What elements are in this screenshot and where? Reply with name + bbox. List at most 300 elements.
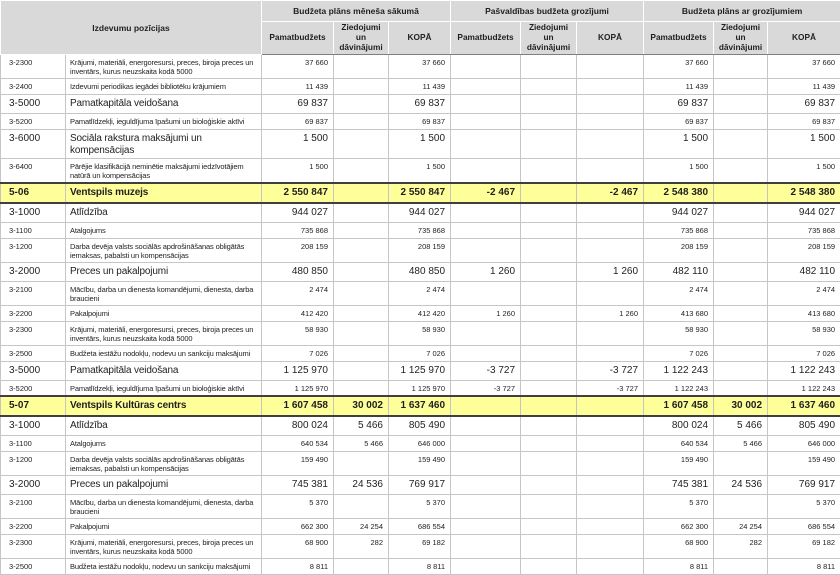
cell-value: 208 159	[389, 238, 451, 262]
cell-value	[577, 130, 644, 159]
cell-value	[334, 262, 389, 281]
cell-value	[521, 380, 577, 396]
cell-value: 1 607 458	[644, 396, 714, 416]
cell-value	[334, 238, 389, 262]
cell-value: 944 027	[389, 203, 451, 222]
cell-value	[334, 558, 389, 574]
table-row	[1, 305, 840, 321]
cell-value: 413 680	[768, 305, 840, 321]
cell-value	[521, 518, 577, 534]
cell-value	[714, 183, 768, 203]
cell-value	[334, 380, 389, 396]
cell-value	[577, 396, 644, 416]
budget-table-header	[1, 1, 840, 55]
column-header-positions: Izdevumu pozīcijas	[1, 1, 262, 55]
cell-value	[577, 222, 644, 238]
cell-value: 1 122 243	[644, 361, 714, 380]
table-row	[1, 222, 840, 238]
cell-value: 5 466	[714, 416, 768, 435]
cell-value	[521, 345, 577, 361]
cell-value: -3 727	[577, 380, 644, 396]
row-code: 5-07	[1, 396, 66, 416]
column-header-ziedojumi-2: Ziedojumi un dāvinājumi	[521, 22, 577, 55]
row-code: 3-5200	[1, 380, 66, 396]
row-code: 3-5000	[1, 361, 66, 380]
cell-value: 413 680	[644, 305, 714, 321]
cell-value	[714, 305, 768, 321]
cell-value: 5 370	[644, 494, 714, 518]
cell-value: 1 500	[262, 130, 334, 159]
cell-value: 37 660	[644, 55, 714, 79]
cell-value: 69 182	[389, 534, 451, 558]
cell-value: 2 550 847	[262, 183, 334, 203]
row-code: 3-2100	[1, 494, 66, 518]
cell-value: 1 500	[644, 159, 714, 184]
cell-value	[451, 130, 521, 159]
cell-value: 1 637 460	[768, 396, 840, 416]
cell-value: 800 024	[644, 416, 714, 435]
cell-value: 1 500	[389, 130, 451, 159]
column-header-pamatbudzets-3: Pamatbudžets	[644, 22, 714, 55]
table-row	[1, 361, 840, 380]
cell-value: 69 182	[768, 534, 840, 558]
row-description: Atalgojums	[66, 222, 262, 238]
cell-value	[521, 281, 577, 305]
cell-value: 745 381	[262, 475, 334, 494]
cell-value	[714, 281, 768, 305]
cell-value	[714, 494, 768, 518]
cell-value	[451, 451, 521, 475]
cell-value	[334, 95, 389, 114]
table-row	[1, 451, 840, 475]
cell-value: 480 850	[262, 262, 334, 281]
cell-value: 69 837	[262, 95, 334, 114]
cell-value	[451, 222, 521, 238]
cell-value	[334, 55, 389, 79]
cell-value: 1 122 243	[768, 380, 840, 396]
cell-value	[334, 159, 389, 184]
cell-value: 646 000	[389, 435, 451, 451]
cell-value: 159 490	[389, 451, 451, 475]
group-header-plan-start: Budžeta plāns mēneša sākumā	[262, 1, 451, 22]
cell-value	[521, 534, 577, 558]
cell-value	[451, 518, 521, 534]
row-description: Ventspils Kultūras centrs	[66, 396, 262, 416]
cell-value	[714, 380, 768, 396]
cell-value	[714, 262, 768, 281]
cell-value: 68 900	[262, 534, 334, 558]
row-description: Atlīdzība	[66, 416, 262, 435]
cell-value	[714, 321, 768, 345]
row-description: Sociāla rakstura maksājumi un kompensācijas	[66, 130, 262, 159]
table-row	[1, 518, 840, 534]
cell-value	[577, 114, 644, 130]
cell-value	[714, 361, 768, 380]
table-row	[1, 534, 840, 558]
cell-value	[334, 281, 389, 305]
cell-value: 1 607 458	[262, 396, 334, 416]
cell-value: 69 837	[389, 95, 451, 114]
cell-value	[521, 305, 577, 321]
column-header-kopa-3: KOPĀ	[768, 22, 840, 55]
cell-value	[451, 114, 521, 130]
cell-value: 735 868	[389, 222, 451, 238]
cell-value: 37 660	[389, 55, 451, 79]
cell-value: 1 260	[451, 305, 521, 321]
cell-value	[521, 494, 577, 518]
cell-value: 646 000	[768, 435, 840, 451]
cell-value	[521, 396, 577, 416]
row-description: Mācību, darba un dienesta komandējumi, dienesta, darba braucieni	[66, 281, 262, 305]
row-description: Atalgojums	[66, 435, 262, 451]
cell-value: 2 474	[768, 281, 840, 305]
cell-value	[521, 435, 577, 451]
cell-value	[577, 95, 644, 114]
cell-value: 2 474	[389, 281, 451, 305]
cell-value: 159 490	[644, 451, 714, 475]
cell-value: 282	[334, 534, 389, 558]
cell-value	[334, 79, 389, 95]
group-header-plan-amended: Budžeta plāns ar grozījumiem	[644, 1, 840, 22]
cell-value	[451, 475, 521, 494]
cell-value: 640 534	[262, 435, 334, 451]
cell-value: 11 439	[389, 79, 451, 95]
cell-value: 1 122 243	[768, 361, 840, 380]
cell-value: 735 868	[262, 222, 334, 238]
cell-value: 208 159	[262, 238, 334, 262]
column-header-pamatbudzets-1: Pamatbudžets	[262, 22, 334, 55]
cell-value	[451, 534, 521, 558]
column-header-kopa-1: KOPĀ	[389, 22, 451, 55]
cell-value: 2 550 847	[389, 183, 451, 203]
cell-value	[451, 345, 521, 361]
cell-value: 480 850	[389, 262, 451, 281]
cell-value	[577, 55, 644, 79]
row-code: 5-06	[1, 183, 66, 203]
cell-value: 805 490	[389, 416, 451, 435]
row-code: 3-1100	[1, 435, 66, 451]
cell-value	[577, 203, 644, 222]
group-header-row	[1, 1, 840, 22]
cell-value: 1 125 970	[262, 361, 334, 380]
cell-value	[577, 159, 644, 184]
section-row	[1, 396, 840, 416]
row-code: 3-6400	[1, 159, 66, 184]
row-code: 3-5000	[1, 95, 66, 114]
cell-value: 69 837	[768, 114, 840, 130]
row-code: 3-2000	[1, 262, 66, 281]
row-code: 3-2300	[1, 321, 66, 345]
cell-value: 69 837	[389, 114, 451, 130]
cell-value: 1 500	[262, 159, 334, 184]
cell-value: 8 811	[768, 558, 840, 574]
cell-value: 944 027	[644, 203, 714, 222]
cell-value	[714, 451, 768, 475]
cell-value	[451, 55, 521, 79]
cell-value: 2 548 380	[768, 183, 840, 203]
cell-value	[334, 321, 389, 345]
table-row	[1, 130, 840, 159]
cell-value	[521, 203, 577, 222]
cell-value: 1 260	[451, 262, 521, 281]
table-row	[1, 380, 840, 396]
cell-value: 30 002	[714, 396, 768, 416]
cell-value: 1 500	[768, 130, 840, 159]
table-row	[1, 114, 840, 130]
cell-value: 944 027	[768, 203, 840, 222]
cell-value	[451, 159, 521, 184]
cell-value: 686 554	[768, 518, 840, 534]
cell-value: 11 439	[262, 79, 334, 95]
cell-value: 1 637 460	[389, 396, 451, 416]
row-description: Budžeta iestāžu nodokļu, nodevu un sankciju maksājumi	[66, 345, 262, 361]
cell-value: 662 300	[644, 518, 714, 534]
cell-value	[577, 558, 644, 574]
cell-value: 412 420	[389, 305, 451, 321]
cell-value: 159 490	[262, 451, 334, 475]
row-code: 3-6000	[1, 130, 66, 159]
section-row	[1, 183, 840, 203]
cell-value	[451, 558, 521, 574]
cell-value: 805 490	[768, 416, 840, 435]
cell-value: 159 490	[768, 451, 840, 475]
cell-value	[577, 451, 644, 475]
cell-value: 745 381	[644, 475, 714, 494]
cell-value	[714, 79, 768, 95]
table-row	[1, 262, 840, 281]
cell-value	[577, 475, 644, 494]
row-code: 3-2200	[1, 305, 66, 321]
cell-value	[521, 130, 577, 159]
row-description: Pamatlīdzekļi, ieguldījuma īpašumi un bioloģiskie aktīvi	[66, 380, 262, 396]
cell-value: 7 026	[262, 345, 334, 361]
cell-value: 24 536	[714, 475, 768, 494]
row-code: 3-1000	[1, 416, 66, 435]
cell-value: 800 024	[262, 416, 334, 435]
cell-value	[577, 238, 644, 262]
cell-value: 1 125 970	[389, 380, 451, 396]
row-description: Pārējie klasifikācijā neminētie maksājumi iedzīvotājiem natūrā un kompensācijas	[66, 159, 262, 184]
cell-value: 2 474	[262, 281, 334, 305]
cell-value	[521, 321, 577, 345]
table-row	[1, 558, 840, 574]
cell-value	[714, 238, 768, 262]
row-description: Pamatkapitāla veidošana	[66, 95, 262, 114]
cell-value	[334, 203, 389, 222]
row-code: 3-2300	[1, 55, 66, 79]
cell-value	[334, 130, 389, 159]
row-code: 3-2500	[1, 345, 66, 361]
cell-value: 7 026	[768, 345, 840, 361]
cell-value	[714, 558, 768, 574]
cell-value: 1 122 243	[644, 380, 714, 396]
cell-value: 58 930	[644, 321, 714, 345]
cell-value: 482 110	[768, 262, 840, 281]
cell-value	[334, 345, 389, 361]
cell-value: 30 002	[334, 396, 389, 416]
cell-value: 944 027	[262, 203, 334, 222]
cell-value	[334, 114, 389, 130]
cell-value: 24 254	[714, 518, 768, 534]
cell-value: 1 125 970	[262, 380, 334, 396]
table-row	[1, 321, 840, 345]
table-row	[1, 159, 840, 184]
cell-value: 8 811	[644, 558, 714, 574]
row-description: Izdevumi periodikas iegādei bibliotēku krājumiem	[66, 79, 262, 95]
cell-value	[714, 159, 768, 184]
cell-value: 5 466	[334, 416, 389, 435]
cell-value	[451, 321, 521, 345]
cell-value: 769 917	[768, 475, 840, 494]
cell-value: 37 660	[768, 55, 840, 79]
cell-value: 69 837	[768, 95, 840, 114]
table-row	[1, 494, 840, 518]
row-description: Pamatlīdzekļi, ieguldījuma īpašumi un bioloģiskie aktīvi	[66, 114, 262, 130]
cell-value	[521, 361, 577, 380]
cell-value: 1 500	[389, 159, 451, 184]
cell-value: 769 917	[389, 475, 451, 494]
budget-table-body	[1, 55, 840, 575]
cell-value: -3 727	[451, 361, 521, 380]
row-code: 3-2400	[1, 79, 66, 95]
row-description: Mācību, darba un dienesta komandējumi, dienesta, darba braucieni	[66, 494, 262, 518]
cell-value	[521, 451, 577, 475]
row-code: 3-5200	[1, 114, 66, 130]
cell-value: 686 554	[389, 518, 451, 534]
row-code: 3-1200	[1, 238, 66, 262]
cell-value	[714, 345, 768, 361]
cell-value	[714, 55, 768, 79]
table-row	[1, 416, 840, 435]
cell-value: 1 500	[644, 130, 714, 159]
cell-value: 11 439	[768, 79, 840, 95]
cell-value: 24 536	[334, 475, 389, 494]
row-code: 3-2500	[1, 558, 66, 574]
row-description: Preces un pakalpojumi	[66, 262, 262, 281]
cell-value: 7 026	[389, 345, 451, 361]
cell-value: 24 254	[334, 518, 389, 534]
cell-value	[334, 494, 389, 518]
cell-value	[334, 222, 389, 238]
cell-value	[521, 475, 577, 494]
cell-value	[451, 79, 521, 95]
cell-value: -2 467	[451, 183, 521, 203]
cell-value	[334, 305, 389, 321]
row-description: Darba devēja valsts sociālās apdrošināšanas obligātās iemaksas, pabalsti un kompensācijas	[66, 451, 262, 475]
cell-value	[451, 494, 521, 518]
cell-value: 5 466	[334, 435, 389, 451]
cell-value: 58 930	[768, 321, 840, 345]
cell-value	[714, 130, 768, 159]
row-description: Darba devēja valsts sociālās apdrošināšanas obligātās iemaksas, pabalsti un kompensācijas	[66, 238, 262, 262]
cell-value	[577, 416, 644, 435]
cell-value	[577, 435, 644, 451]
row-description: Preces un pakalpojumi	[66, 475, 262, 494]
cell-value: 1 500	[768, 159, 840, 184]
row-code: 3-1000	[1, 203, 66, 222]
cell-value: -3 727	[577, 361, 644, 380]
cell-value: 640 534	[644, 435, 714, 451]
cell-value	[451, 396, 521, 416]
group-header-amendments: Pašvaldības budžeta grozījumi	[451, 1, 644, 22]
cell-value: 5 370	[768, 494, 840, 518]
cell-value	[451, 416, 521, 435]
table-row	[1, 203, 840, 222]
row-description: Krājumi, materiāli, energoresursi, preces, biroja preces un inventārs, kurus neuzskaita kodā 5000	[66, 55, 262, 79]
cell-value	[521, 262, 577, 281]
cell-value: 1 260	[577, 305, 644, 321]
row-code: 3-1200	[1, 451, 66, 475]
cell-value: -2 467	[577, 183, 644, 203]
cell-value: 8 811	[262, 558, 334, 574]
cell-value	[577, 79, 644, 95]
cell-value: 5 370	[262, 494, 334, 518]
cell-value	[451, 95, 521, 114]
cell-value: 69 837	[262, 114, 334, 130]
cell-value	[714, 95, 768, 114]
table-row	[1, 55, 840, 79]
cell-value: 37 660	[262, 55, 334, 79]
cell-value	[451, 238, 521, 262]
cell-value	[577, 494, 644, 518]
cell-value	[521, 55, 577, 79]
cell-value	[714, 222, 768, 238]
cell-value: 58 930	[262, 321, 334, 345]
cell-value: 69 837	[644, 95, 714, 114]
table-row	[1, 79, 840, 95]
row-description: Pakalpojumi	[66, 518, 262, 534]
cell-value	[521, 159, 577, 184]
cell-value: 735 868	[768, 222, 840, 238]
table-row	[1, 345, 840, 361]
row-description: Krājumi, materiāli, energoresursi, preces, biroja preces un inventārs, kurus neuzskaita kodā 5000	[66, 321, 262, 345]
cell-value	[714, 114, 768, 130]
cell-value: 5 370	[389, 494, 451, 518]
cell-value	[714, 203, 768, 222]
cell-value	[451, 435, 521, 451]
cell-value: 8 811	[389, 558, 451, 574]
cell-value	[521, 79, 577, 95]
row-code: 3-1100	[1, 222, 66, 238]
column-header-ziedojumi-3: Ziedojumi un dāvinājumi	[714, 22, 768, 55]
row-description: Krājumi, materiāli, energoresursi, preces, biroja preces un inventārs, kurus neuzskaita kodā 5000	[66, 534, 262, 558]
row-description: Ventspils muzejs	[66, 183, 262, 203]
row-code: 3-2200	[1, 518, 66, 534]
row-description: Pamatkapitāla veidošana	[66, 361, 262, 380]
cell-value: 412 420	[262, 305, 334, 321]
cell-value	[577, 518, 644, 534]
cell-value: 208 159	[644, 238, 714, 262]
table-row	[1, 95, 840, 114]
cell-value	[521, 114, 577, 130]
cell-value: 5 466	[714, 435, 768, 451]
table-row	[1, 238, 840, 262]
cell-value: 58 930	[389, 321, 451, 345]
column-header-pamatbudzets-2: Pamatbudžets	[451, 22, 521, 55]
cell-value	[521, 558, 577, 574]
cell-value	[451, 203, 521, 222]
cell-value	[451, 281, 521, 305]
row-description: Pakalpojumi	[66, 305, 262, 321]
column-header-kopa-2: KOPĀ	[577, 22, 644, 55]
cell-value	[577, 345, 644, 361]
cell-value: 68 900	[644, 534, 714, 558]
table-row	[1, 435, 840, 451]
row-description: Atlīdzība	[66, 203, 262, 222]
cell-value: -3 727	[451, 380, 521, 396]
column-header-ziedojumi-1: Ziedojumi un dāvinājumi	[334, 22, 389, 55]
cell-value	[521, 416, 577, 435]
